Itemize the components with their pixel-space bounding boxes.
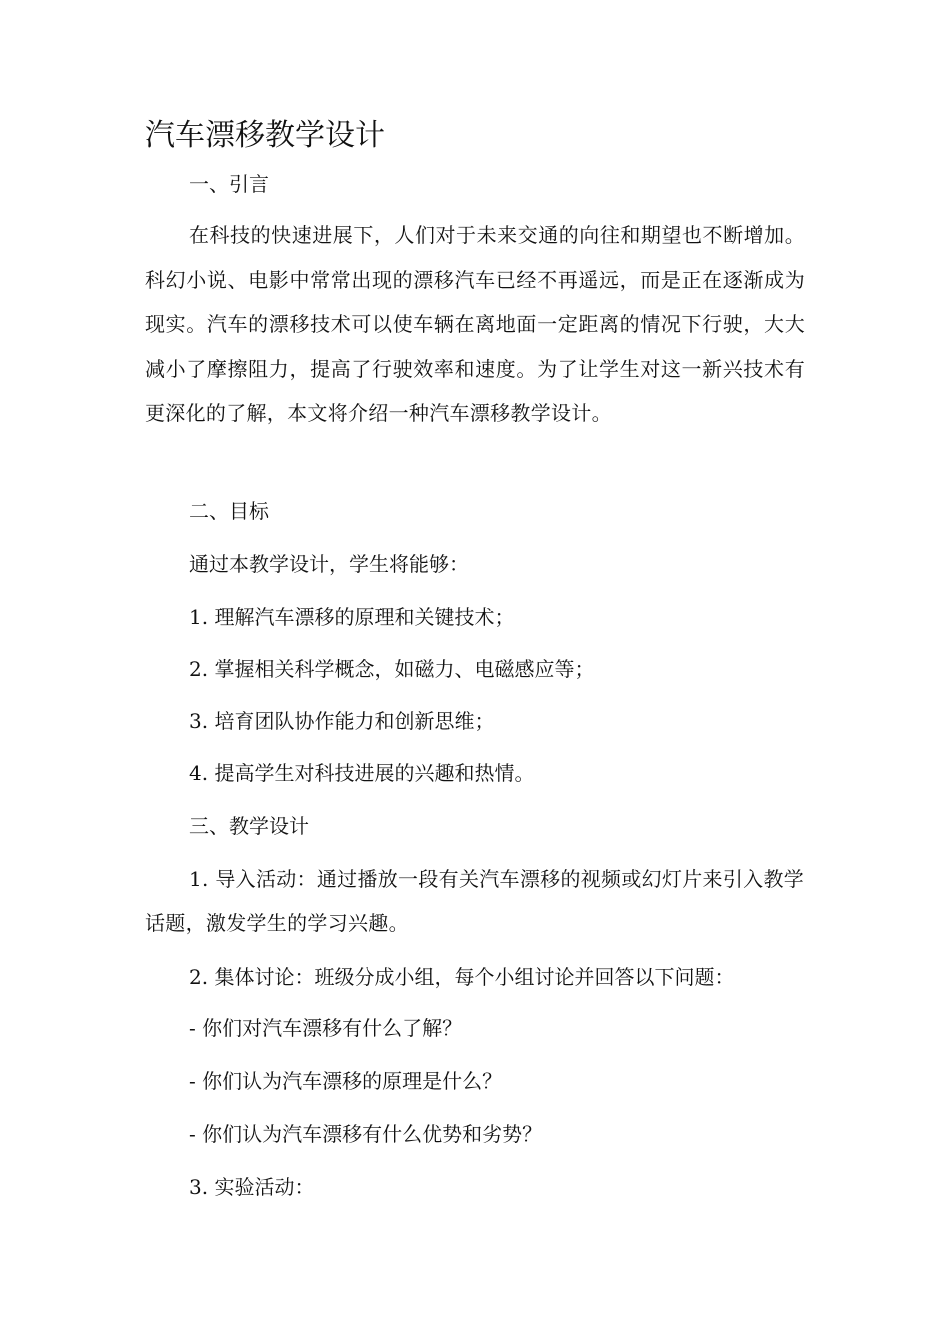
goal-item-1: 1. 理解汽车漂移的原理和关键技术； bbox=[189, 605, 515, 629]
intro-paragraph: 在科技的快速进展下，人们对于未来交通的向往和期望也不断增加。科幻小说、电影中常常出现的漂移汽车已经不再遥远，而是正在逐渐成为现实。汽车的漂移技术可以使车辆在离地面一定距离的情况下行驶，大大减小了摩擦阻力，提高了行驶效率和速度。为了让学生对这一新兴技术有更深化的了解，本文将介绍一种汽车漂移教学设计。 bbox=[145, 223, 805, 426]
discussion-question-1: - 你们对汽车漂移有什么了解？ bbox=[189, 1016, 463, 1040]
activity-intro-paragraph: 1. 导入活动：通过播放一段有关汽车漂移的视频或幻灯片来引入教学话题，激发学生的学习兴趣。 bbox=[145, 867, 805, 935]
section-heading-teaching-design: 三、教学设计 bbox=[189, 814, 309, 838]
discussion-question-3: - 你们认为汽车漂移有什么优势和劣势？ bbox=[189, 1122, 543, 1146]
activity-experiment: 3. 实验活动： bbox=[189, 1175, 315, 1199]
section-heading-introduction: 一、引言 bbox=[189, 172, 269, 196]
section-heading-goals: 二、目标 bbox=[189, 499, 269, 523]
goals-intro: 通过本教学设计，学生将能够： bbox=[189, 552, 469, 576]
document-title: 汽车漂移教学设计 bbox=[145, 118, 385, 153]
goal-item-2: 2. 掌握相关科学概念，如磁力、电磁感应等； bbox=[189, 657, 595, 681]
goal-item-4: 4. 提高学生对科技进展的兴趣和热情。 bbox=[189, 761, 535, 785]
activity-discussion: 2. 集体讨论：班级分成小组，每个小组讨论并回答以下问题： bbox=[189, 965, 735, 989]
goal-item-3: 3. 培育团队协作能力和创新思维； bbox=[189, 709, 495, 733]
discussion-question-2: - 你们认为汽车漂移的原理是什么？ bbox=[189, 1069, 503, 1093]
